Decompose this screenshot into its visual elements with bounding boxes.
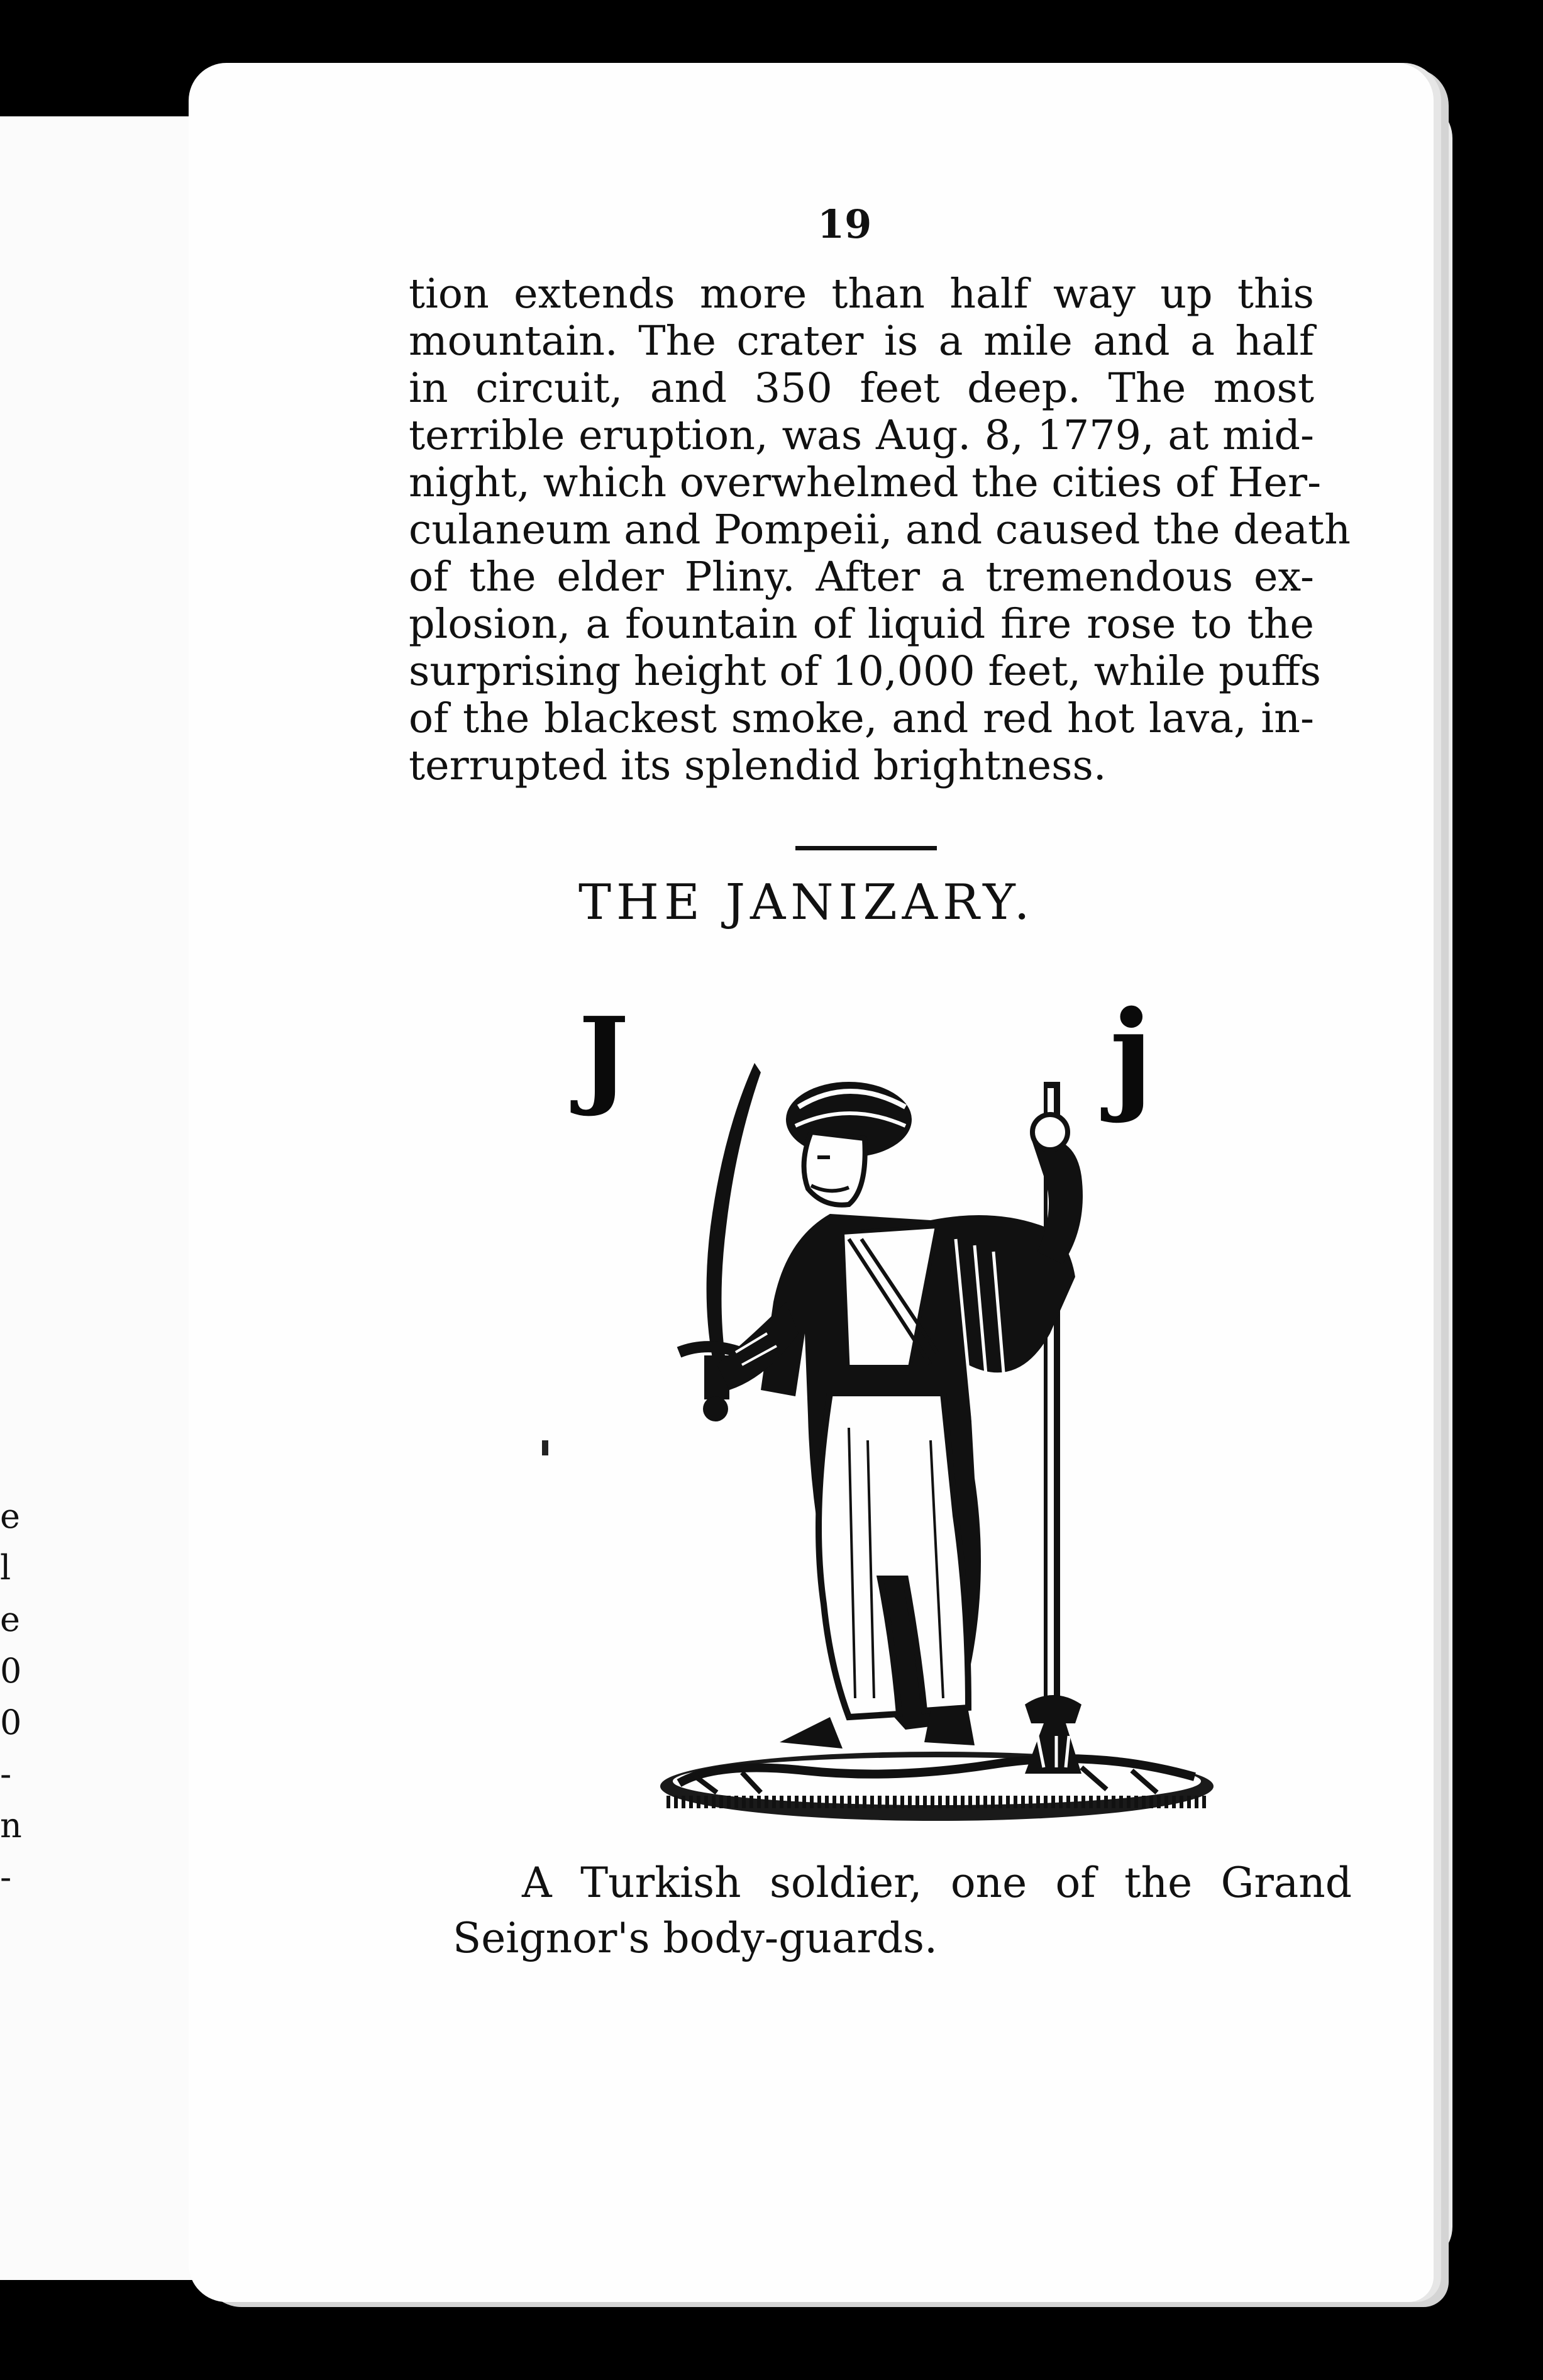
left-edge-mark: n — [0, 1806, 22, 1845]
text-line: night, which overwhelmed the cities of Her- — [409, 459, 1322, 506]
soldier-figure — [717, 1082, 1083, 1749]
lowercase-letter: j — [1110, 984, 1153, 1125]
ground-patch — [660, 1752, 1214, 1821]
text-line: culaneum and Pompeii, and caused the death — [409, 506, 1351, 553]
text-line: tion extends more than half way up this — [409, 270, 1314, 318]
left-edge-mark: 0 — [0, 1703, 22, 1742]
left-edge-mark: e — [0, 1496, 20, 1536]
left-edge-mark: l — [0, 1548, 11, 1588]
left-edge-mark: - — [0, 1857, 12, 1897]
ink-speck — [542, 1440, 548, 1455]
section-title: THE JANIZARY. — [578, 874, 1035, 931]
section-divider — [795, 846, 937, 850]
caption-line: Seignor's body-guards. — [453, 1914, 937, 1962]
text-line: in circuit, and 350 feet deep. The most — [409, 365, 1314, 412]
left-edge-mark: e — [0, 1599, 20, 1639]
capital-letter: J — [578, 994, 629, 1120]
illustration-caption — [453, 1855, 1352, 1966]
caption-line: A Turkish soldier, one of the Grand — [522, 1859, 1352, 1907]
text-line: plosion, a fountain of liquid fire rose to the — [409, 601, 1314, 648]
left-edge-mark: - — [0, 1754, 12, 1794]
text-line: mountain. The crater is a mile and a half — [409, 318, 1314, 365]
text-line: of the blackest smoke, and red hot lava, in- — [409, 695, 1314, 742]
body-paragraph — [409, 270, 1351, 789]
text-line: surprising height of 10,000 feet, while puffs — [409, 648, 1322, 695]
page-number: 19 — [817, 201, 872, 247]
text-line: terrible eruption, was Aug. 8, 1779, at mid- — [409, 412, 1314, 459]
text-line: of the elder Pliny. After a tremendous ex- — [409, 553, 1314, 601]
text-line: terrupted its splendid brightness. — [409, 742, 1107, 789]
left-edge-mark: 0 — [0, 1651, 22, 1691]
left-page-edge-text — [0, 1491, 22, 1994]
janizary-woodcut-illustration — [641, 1038, 1220, 1868]
